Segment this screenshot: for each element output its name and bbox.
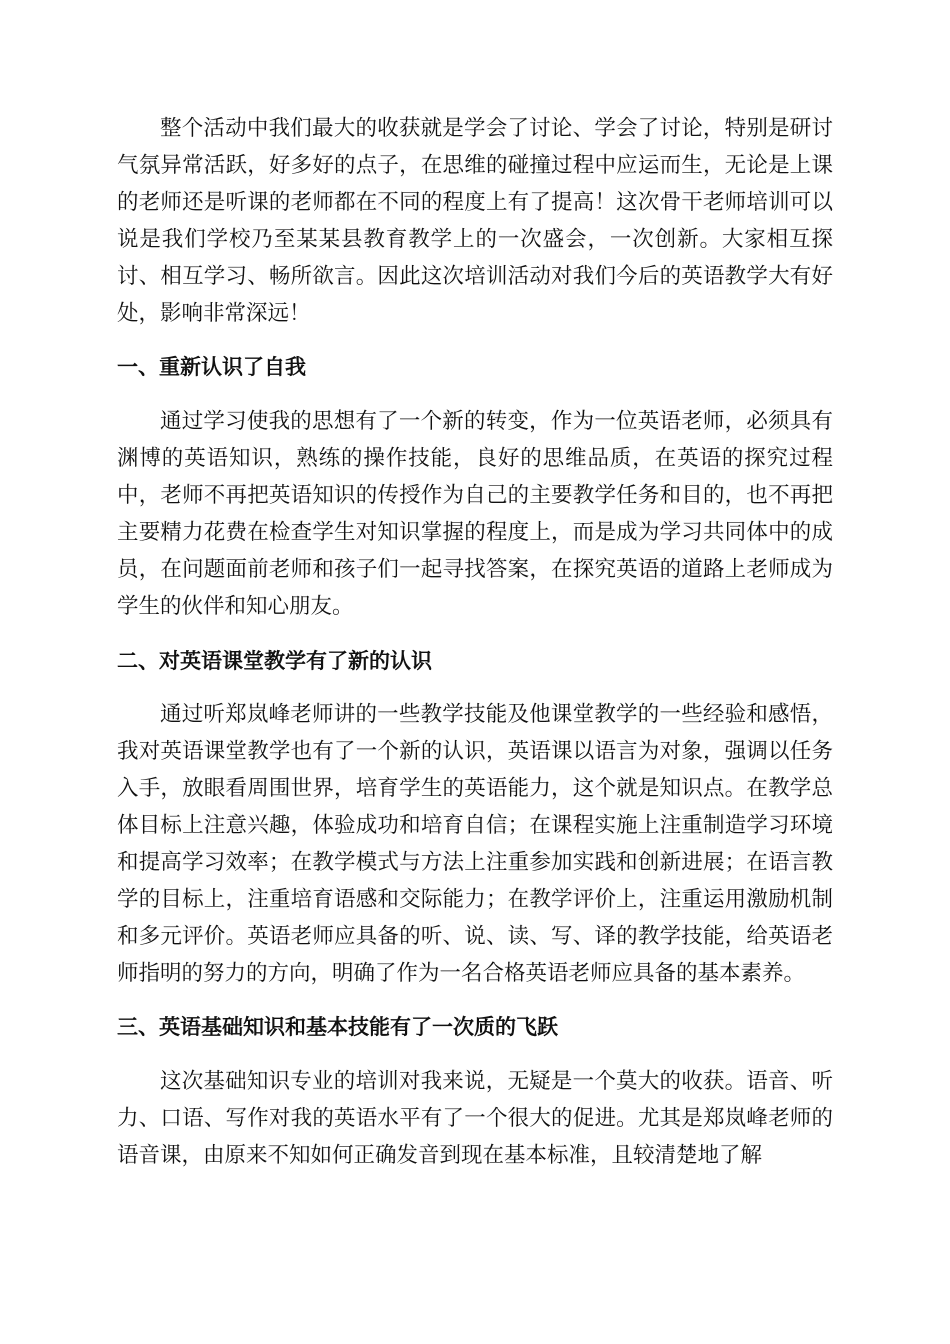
paragraph-basic-skills: 这次基础知识专业的培训对我来说，无疑是一个莫大的收获。语音、听力、口语、写作对我的英语水平有了一个很大的促进。尤其是郑岚峰老师的语音课，由原来不知如何正确发音到现在基本标准，且较清楚地了解 xyxy=(117,1069,833,1168)
paragraph-classroom-teaching: 通过听郑岚峰老师讲的一些教学技能及他课堂教学的一些经验和感悟，我对英语课堂教学也有了一个新的认识，英语课以语言为对象，强调以任务入手，放眼看周围世界，培育学生的英语能力，这个就是知识点。在教学总体目标上注意兴趣，体验成功和培育自信；在课程实施上注重制造学习环境和提高学习效率；在教学模式与方法上注重参加实践和创新进展；在语言教学的目标上，注重培育语感和交际能力；在教学评价上，注重运用激励机制和多元评价。英语老师应具备的听、说、读、写、译的教学技能，给英语老师指明的努力的方向，明确了作为一名合格英语老师应具备的基本素养。 xyxy=(117,702,833,986)
section-heading-1: 一、重新认识了自我 xyxy=(117,355,306,379)
document-body xyxy=(117,110,833,1174)
paragraph-training-harvest: 整个活动中我们最大的收获就是学会了讨论、学会了讨论，特别是研讨气氛异常活跃，好多好的点子，在思维的碰撞过程中应运而生，无论是上课的老师还是听课的老师都在不同的程度上有了提高！这次骨干老师培训可以说是我们学校乃至某某县教育教学上的一次盛会，一次创新。大家相互探讨、相互学习、畅所欲言。因此这次培训活动对我们今后的英语教学大有好处，影响非常深远！ xyxy=(117,116,833,326)
section-heading-2: 二、对英语课堂教学有了新的认识 xyxy=(117,649,432,673)
section-heading-3: 三、英语基础知识和基本技能有了一次质的飞跃 xyxy=(117,1015,558,1039)
paragraph-self-recognition: 通过学习使我的思想有了一个新的转变，作为一位英语老师，必须具有渊博的英语知识，熟练的操作技能，良好的思维品质，在英语的探究过程中，老师不再把英语知识的传授作为自己的主要教学任务和目的，也不再把主要精力花费在检查学生对知识掌握的程度上，而是成为学习共同体中的成员，在问题面前老师和孩子们一起寻找答案，在探究英语的道路上老师成为学生的伙伴和知心朋友。 xyxy=(117,409,833,619)
